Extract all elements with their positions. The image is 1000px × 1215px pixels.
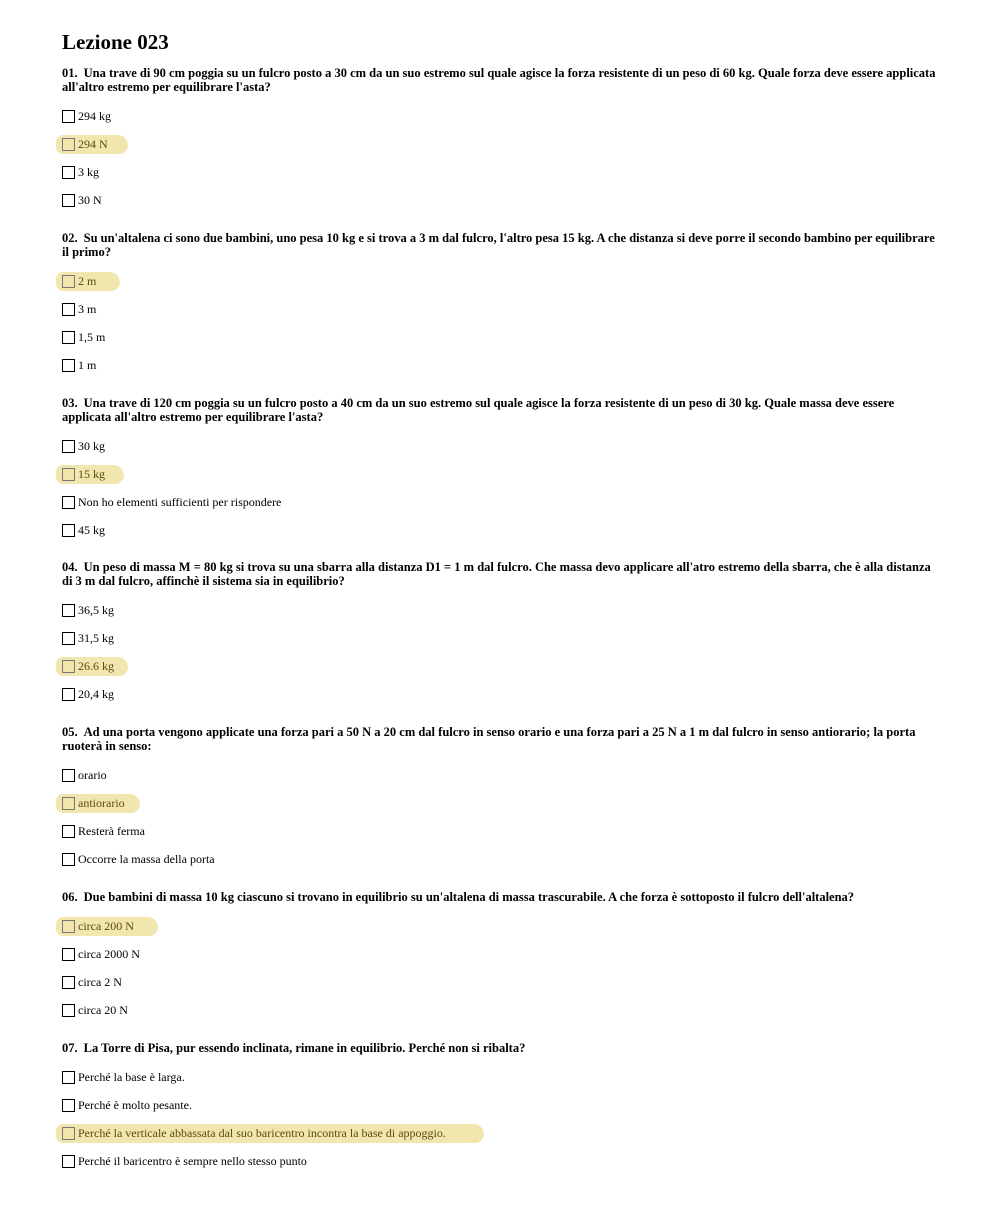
question-body: La Torre di Pisa, pur essendo inclinata, rimane in equilibrio. Perché non si ribalta? [83,1041,526,1055]
checkbox[interactable] [62,797,75,810]
checkbox[interactable] [62,496,75,509]
question-number: 06. [62,890,78,904]
checkbox[interactable] [62,1155,75,1168]
answer-option[interactable] [62,680,942,708]
question-body: Su un'altalena ci sono due bambini, uno pesa 10 kg e si trova a 3 m dal fulcro, l'altro pesa 15 kg. A che distanza si deve porre il secondo bambino per equilibrare il primo? [62,231,935,259]
checkbox[interactable] [62,275,75,288]
option-label: Perché il baricentro è sempre nello stesso punto [78,1153,307,1168]
answer-option[interactable] [62,516,942,544]
answer-option[interactable] [62,102,942,130]
checkbox[interactable] [62,1099,75,1112]
option-label: Resterà ferma [78,823,145,838]
answer-option[interactable] [62,596,942,624]
question-body: Una trave di 90 cm poggia su un fulcro posto a 30 cm da un suo estremo sul quale agisce la forza resistente di un peso di 60 kg. Quale forza deve essere applicata all'altro estremo per equilibrare l'asta? [62,66,936,94]
option-label: 31,5 kg [78,630,114,645]
answer-option[interactable] [62,761,942,789]
option-label: 26.6 kg [78,658,114,673]
checkbox[interactable] [62,138,75,151]
option-label: circa 200 N [78,918,134,933]
question-text [62,1041,942,1055]
checkbox[interactable] [62,1127,75,1140]
answer-option[interactable] [62,158,942,186]
option-label: 2 m [78,273,97,288]
question-number: 07. [62,1041,78,1055]
option-label: 3 m [78,301,97,316]
checkbox[interactable] [62,194,75,207]
checkbox[interactable] [62,660,75,673]
checkbox[interactable] [62,1004,75,1017]
checkbox[interactable] [62,976,75,989]
question-body: Ad una porta vengono applicate una forza pari a 50 N a 20 cm dal fulcro in senso orario e una forza pari a 25 N a 1 m dal fulcro in senso antiorario; la porta ruoterà in senso: [62,725,916,753]
question-number: 02. [62,231,78,245]
question-5 [62,725,942,873]
answer-option[interactable] [62,488,942,516]
question-2 [62,231,942,379]
answer-option[interactable] [62,323,942,351]
question-body: Un peso di massa M = 80 kg si trova su una sbarra alla distanza D1 = 1 m dal fulcro. Che massa devo applicare all'atro estremo della sbarra, che è alla distanza di 3 m dal fulcro, affinchè il sistema sia in equilibrio? [62,560,931,588]
option-label: 20,4 kg [78,686,114,701]
option-label: antiorario [78,795,125,810]
checkbox[interactable] [62,166,75,179]
answer-option[interactable] [62,351,942,379]
option-label: circa 2000 N [78,946,140,961]
answer-option[interactable] [62,817,942,845]
checkbox[interactable] [62,440,75,453]
checkbox[interactable] [62,853,75,866]
option-label: Perché è molto pesante. [78,1097,192,1112]
option-label: 36,5 kg [78,602,114,617]
answer-option[interactable] [62,996,942,1024]
option-label: orario [78,767,107,782]
option-label: 294 N [78,136,108,151]
answer-option[interactable] [62,432,942,460]
option-label: 1,5 m [78,329,106,344]
option-label: 294 kg [78,108,111,123]
option-label: 45 kg [78,522,105,537]
question-number: 04. [62,560,78,574]
checkbox[interactable] [62,604,75,617]
question-text [62,231,942,259]
checkbox[interactable] [62,1071,75,1084]
answer-option[interactable] [62,1091,942,1119]
answer-option[interactable] [62,912,942,940]
question-1 [62,66,942,214]
option-label: Non ho elementi sufficienti per rispondere [78,494,282,509]
answer-option[interactable] [62,267,942,295]
option-label: 1 m [78,357,97,372]
question-number: 05. [62,725,78,739]
question-7 [62,1041,942,1175]
checkbox[interactable] [62,688,75,701]
option-label: Perché la base è larga. [78,1069,185,1084]
answer-option[interactable] [62,1119,942,1147]
option-label: Perché la verticale abbassata dal suo baricentro incontra la base di appoggio. [78,1125,446,1140]
answer-option[interactable] [62,845,942,873]
option-label: circa 20 N [78,1002,128,1017]
answer-option[interactable] [62,789,942,817]
option-label: 30 kg [78,438,105,453]
answer-option[interactable] [62,460,942,488]
answer-option[interactable] [62,130,942,158]
question-body: Una trave di 120 cm poggia su un fulcro posto a 40 cm da un suo estremo sul quale agisce la forza resistente di un peso di 30 kg. Quale massa deve essere applicata all'altro estremo per equilibrare l'asta? [62,396,895,424]
answer-option[interactable] [62,624,942,652]
option-label: Occorre la massa della porta [78,851,215,866]
question-body: Due bambini di massa 10 kg ciascuno si trovano in equilibrio su un'altalena di massa trascurabile. A che forza è sottoposto il fulcro dell'altalena? [83,890,855,904]
question-6 [62,890,942,1024]
answer-option[interactable] [62,1063,942,1091]
question-text [62,890,942,904]
option-label: 3 kg [78,164,99,179]
question-number: 01. [62,66,78,80]
checkbox[interactable] [62,303,75,316]
question-4 [62,560,942,708]
checkbox[interactable] [62,524,75,537]
checkbox[interactable] [62,468,75,481]
question-text [62,66,942,94]
answer-option[interactable] [62,652,942,680]
checkbox[interactable] [62,359,75,372]
question-text [62,396,942,424]
answer-option[interactable] [62,940,942,968]
page-title: Lezione 023 [62,30,169,54]
checkbox[interactable] [62,769,75,782]
question-text [62,560,942,588]
option-label: 15 kg [78,466,105,481]
question-text [62,725,942,753]
answer-option[interactable] [62,186,942,214]
checkbox[interactable] [62,110,75,123]
option-label: 30 N [78,192,102,207]
checkbox[interactable] [62,632,75,645]
question-number: 03. [62,396,78,410]
answer-option[interactable] [62,295,942,323]
checkbox[interactable] [62,948,75,961]
question-3 [62,396,942,544]
answer-option[interactable] [62,968,942,996]
answer-option[interactable] [62,1147,942,1175]
checkbox[interactable] [62,331,75,344]
option-label: circa 2 N [78,974,122,989]
checkbox[interactable] [62,825,75,838]
checkbox[interactable] [62,920,75,933]
